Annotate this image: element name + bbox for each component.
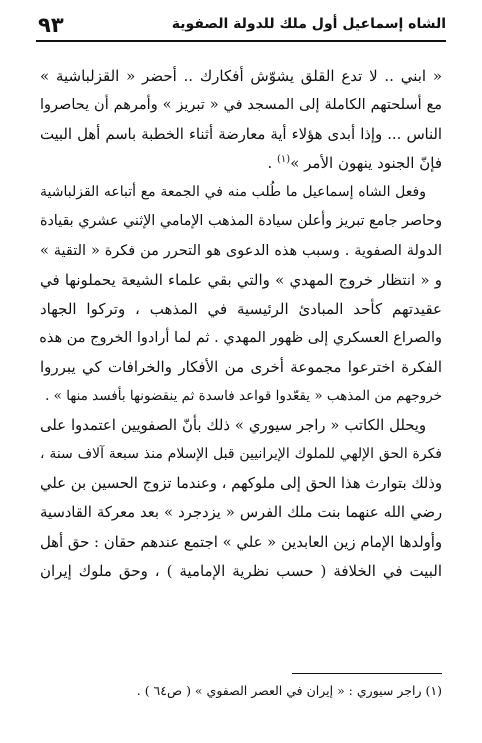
text-line	[40, 149, 442, 178]
text-fragment: فإنّ الجنود ينهون الأمر »	[290, 154, 442, 173]
paragraph	[40, 178, 442, 411]
footnote-marker: (١)	[425, 683, 442, 698]
text-line: رضي الله عنهما بنت ملك الفرس « يزدجرد » بعد معركة القادسية	[40, 504, 442, 522]
text-line: وفعل الشاه إسماعيل ما طُلب منه في الجمعة مع أتباعه القزلباشية	[40, 184, 426, 201]
text-line: الدولة الصفوية . وسبب هذه الدعوى هو التحرر من فكرة « التقية »	[40, 242, 442, 259]
running-header	[36, 14, 446, 42]
footnote-reference: (١)	[277, 154, 291, 166]
text-fragment: .	[267, 154, 278, 173]
footnote-divider	[292, 673, 442, 674]
text-line: والصراع العسكري إلى ظهور المهدي . ثم لما أرادوا الخروج من هذه	[39, 329, 442, 346]
text-line: « ابني .. لا تدع القلق يشوّش أفكارك .. أحضر « القزلباشية »	[40, 67, 442, 85]
text-line: وحاصر جامع تبريز وأعلن سيادة المذهب الإمامي الإثني عشري بقيادة	[40, 213, 442, 230]
text-line: خروجهم من المذهب « يقعّدوا قواعد فاسدة ثم ينقضونها بأفسد منها » .	[45, 388, 442, 405]
text-line: الناس ... وإذا أبدى هؤلاء أية معارضة أثناء الخطبة باسم أهل البيت	[40, 126, 442, 144]
text-line: البيت في الخلافة ( حسب نظرية الإمامية ) ، وحق ملوك إيران	[40, 561, 442, 580]
text-line: الفكرة اخترعوا مجموعة أخرى من الأفكار والخرافات كي يبرروا	[40, 357, 442, 376]
text-line: وذلك بتوارث هذا الحق إلى ملوكهم ، وعندما تزوج الحسين بن علي	[40, 475, 442, 493]
text-line: ويحلل الكاتب « راجر سيوري » ذلك بأنّ الصفويين اعتمدوا على	[40, 417, 426, 435]
paragraph	[40, 411, 442, 586]
header-title: الشاه إسماعيل أول ملك للدولة الصفوية	[171, 16, 446, 32]
text-line: وأولدها الإمام زين العابدين « علي » اجتمع عندهم حقان : حق أهل	[40, 533, 442, 551]
text-line: عقيدتهم كأحد المبادئ الرئيسية في المذهب ، وتركوا الجهاد	[40, 299, 442, 318]
text-line: مع أسلحتهم الكاملة إلى المسجد في « تبريز » وأمرهم أن يحاصروا	[40, 97, 442, 114]
footnote-text: راجر سيوري : « إيران في العصر الصفوي » ( ص٦٤ ) .	[136, 683, 422, 698]
paragraph-quote	[40, 62, 442, 178]
text-line: فكرة الحق الإلهي للملوك الإيرانيين قبل الإسلام منذ سبعة آلاف سنة ،	[40, 446, 442, 463]
body-text	[40, 62, 442, 586]
footnote	[40, 680, 442, 702]
text-line: و « انتظار خروج المهدي » والتي بقي علماء الشيعة يحملونها في	[40, 270, 442, 289]
page-number: ٩٣	[38, 13, 64, 37]
